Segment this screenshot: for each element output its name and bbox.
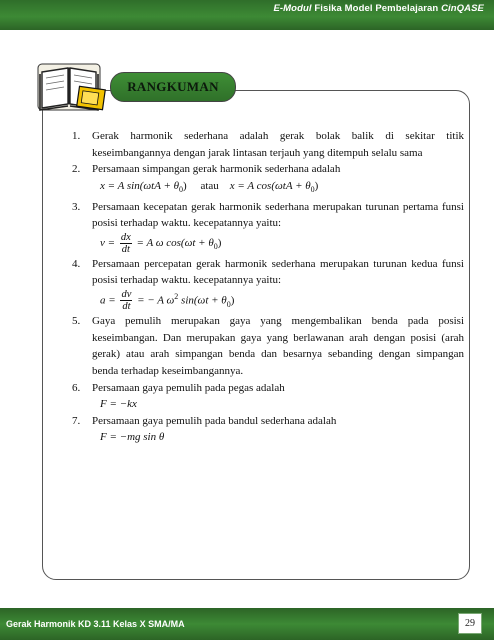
list-item: 4. Persamaan percepatan gerak harmonik sederhana merupakan turunan kedua funsi posisi terhadap waktu. kecepatannya yaitu: a = $\frac{dv}{dt}$ = − A $\omega^2$ $\sin(\omega t + \theta_0)$: [72, 257, 464, 313]
section-title: RANGKUMAN: [110, 72, 236, 102]
equation: v = $\frac{dx}{dt}$ = A ω $\cos(\omega t + \theta_0)$: [100, 231, 222, 255]
header-band: [0, 0, 494, 30]
page-number: 29: [458, 613, 482, 634]
footer-text: Gerak Harmonik KD 3.11 Kelas X SMA/MA: [6, 619, 185, 629]
list-item: 5. Gaya pemulih merupakan gaya yang mengembalikan benda pada posisi keseimbangan. Dan merupakan gaya yang berlawanan arah dengan posisi (arah gerak) atau arah simpangan benda dan besarnya sebanding dengan simpangan benda terhadap keseimbangannya.: [72, 315, 464, 377]
list-item: 6. Persamaan gaya pemulih pada pegas adalah F = −kx: [72, 380, 464, 413]
list-item: 2. Persamaan simpangan gerak harmonik sederhana adalah x = A $\sin(\omega tA + \theta_0)$ atau x = A $\cos(\omega tA + \theta_0)$: [72, 161, 464, 198]
footer-band: [0, 608, 494, 640]
header-title: E-Modul Fisika Model Pembelajaran CinQASE: [273, 3, 484, 14]
equation: F = −kx: [100, 398, 137, 411]
list-item: 7. Persamaan gaya pemulih pada bandul sederhana adalah F = −mg sin θ: [72, 413, 464, 446]
list-item: 1. Gerak harmonik sederhana adalah gerak bolak balik di sekitar titik keseimbangannya dengan jarak lintasan terjauh yang ditempuh selalu sama: [72, 130, 464, 159]
equation: x = A $\sin(\omega tA + \theta_0)$ atau x = A $\cos(\omega tA + \theta_0)$: [100, 179, 319, 194]
list-item: 3. Persamaan kecepatan gerak harmonik sederhana merupakan turunan pertama funsi posisi terhadap waktu. kecepatannya yaitu: v = $\frac{dx}{dt}$ = A ω $\cos(\omega t + \theta_0)$: [72, 200, 464, 255]
book-icon: [34, 58, 106, 116]
equation: a = $\frac{dv}{dt}$ = − A $\omega^2$ $\sin(\omega t + \theta_0)$: [100, 289, 235, 313]
equation: F = −mg sin θ: [100, 431, 165, 444]
summary-list: [72, 128, 464, 446]
